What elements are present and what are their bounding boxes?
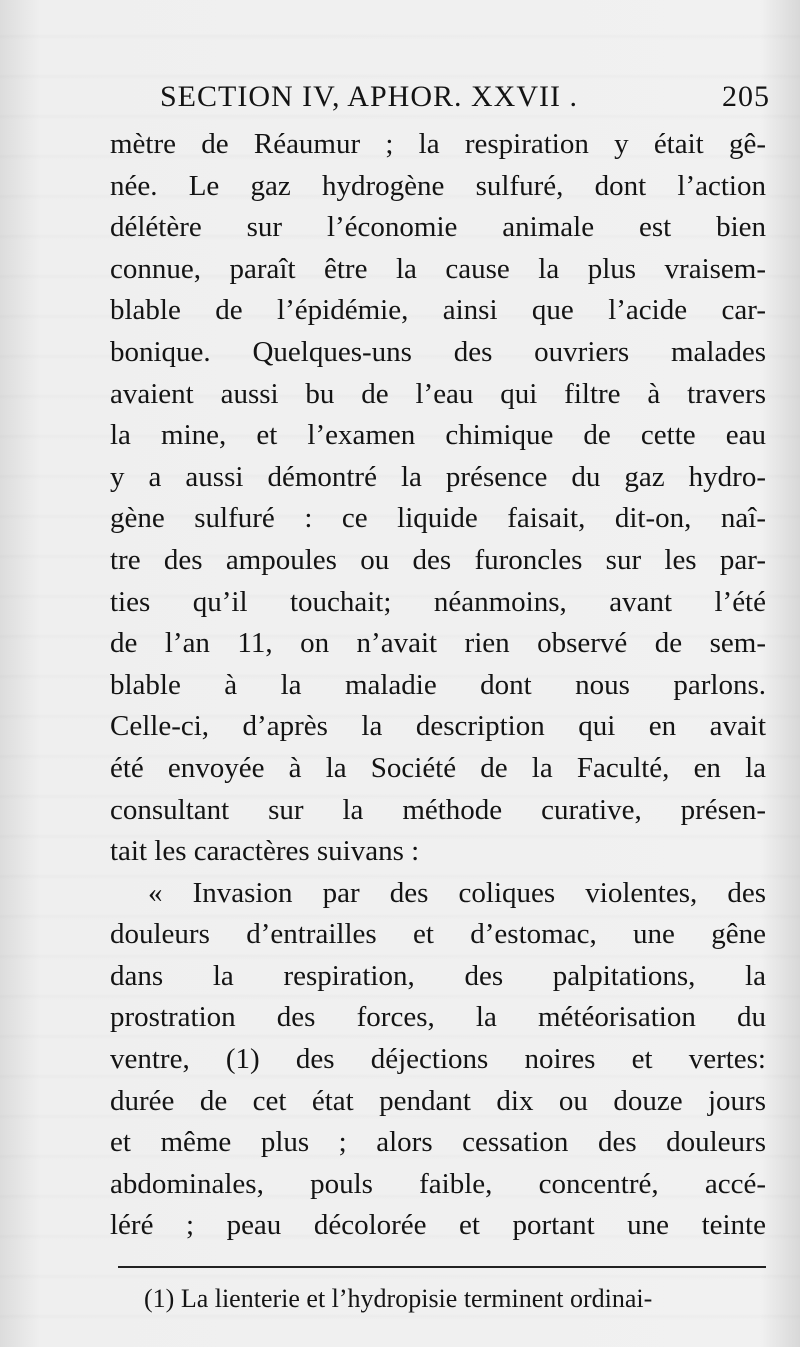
text-line: connue, paraît être la cause la plus vraisem- — [110, 252, 766, 285]
text-line: abdominales, pouls faible, concentré, accé- — [110, 1167, 766, 1200]
text-line: y a aussi démontré la présence du gaz hydro- — [110, 460, 766, 493]
body-text — [110, 124, 766, 1247]
text-line: douleurs d’entrailles et d’estomac, une gêne — [110, 918, 766, 951]
text-line: consultant sur la méthode curative, présen- — [110, 793, 766, 826]
running-head — [160, 80, 770, 120]
text-line: dans la respiration, des palpitations, la — [110, 959, 766, 992]
text-line: blable à la maladie dont nous parlons. — [110, 668, 766, 701]
text-line: mètre de Réaumur ; la respiration y était gê- — [110, 128, 766, 160]
footnote-rule — [118, 1266, 766, 1268]
text-line: délétère sur l’économie animale est bien — [110, 211, 766, 244]
text-line: tait les caractères suivans : — [110, 835, 420, 868]
footnote: (1) La lienterie et l’hydropisie terminent ordinai- — [144, 1284, 653, 1313]
text-line: blable de l’épidémie, ainsi que l’acide car- — [110, 294, 766, 327]
text-line: été envoyée à la Société de la Faculté, en la — [110, 751, 766, 784]
text-line: avaient aussi bu de l’eau qui filtre à travers — [110, 377, 766, 410]
text-line: et même plus ; alors cessation des douleurs — [110, 1126, 766, 1159]
text-line: bonique. Quelques-uns des ouvriers malades — [110, 335, 766, 368]
text-line: la mine, et l’examen chimique de cette eau — [110, 419, 766, 452]
text-line: gène sulfuré : ce liquide faisait, dit-on, naî- — [110, 502, 766, 535]
text-line: durée de cet état pendant dix ou douze jours — [110, 1084, 766, 1117]
text-line: ties qu’il touchait; néanmoins, avant l’été — [110, 585, 766, 618]
text-line: léré ; peau décolorée et portant une teinte — [110, 1209, 766, 1242]
text-line: ventre, (1) des déjections noires et vertes: — [110, 1043, 766, 1076]
text-line: née. Le gaz hydrogène sulfuré, dont l’action — [110, 169, 766, 202]
text-line: tre des ampoules ou des furoncles sur les par- — [110, 543, 766, 576]
page-number: 205 — [722, 80, 770, 113]
text-line: Celle-ci, d’après la description qui en avait — [110, 710, 766, 743]
text-line: de l’an 11, on n’avait rien observé de sem- — [110, 627, 766, 660]
section-heading: SECTION IV, APHOR. XXVII . — [160, 80, 578, 113]
text-line: prostration des forces, la météorisation du — [110, 1001, 766, 1034]
text-line: « Invasion par des coliques violentes, des — [148, 876, 766, 909]
